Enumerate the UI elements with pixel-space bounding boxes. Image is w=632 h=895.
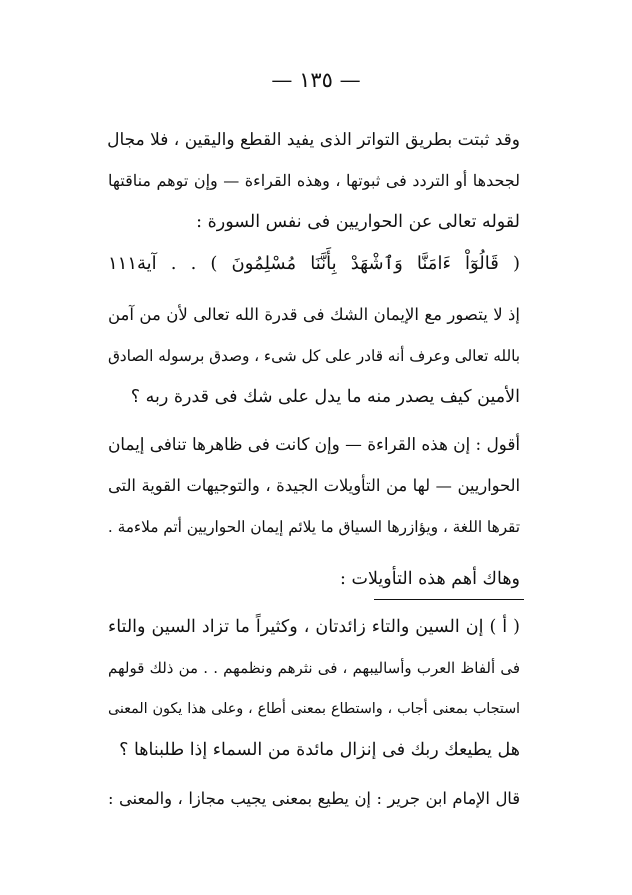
text-line: تقرها اللغة ، ويؤازرها السياق ما يلائم إيمان الحواريين أتم ملاءمة . bbox=[107, 518, 520, 536]
text-line: الأمين كيف يصدر منه ما يدل على شك فى قدرة ربه ؟ bbox=[130, 387, 520, 407]
page-number: — ١٣٥ — bbox=[271, 68, 361, 92]
text-line: لجحدها أو التردد فى ثبوتها ، وهذه القراءة — وإن توهم مناقتها bbox=[108, 171, 521, 190]
section-heading: وهاك أهم هذه التأويلات : bbox=[340, 569, 520, 589]
text-line: ( أ ) إن السين والتاء زائدتان ، وكثيراً ما تزاد السين والتاء bbox=[108, 617, 520, 637]
text-line: قال الإمام ابن جرير : إن يطيع بمعنى يجيب مجازا ، والمعنى : bbox=[108, 789, 520, 808]
text-line: استجاب بمعنى أجاب ، واستطاع بمعنى أطاع ، وعلى هذا يكون المعنى bbox=[108, 701, 520, 717]
text-line: وقد ثبتت بطريق التواتر الذى يفيد القطع واليقين ، فلا مجال bbox=[107, 130, 520, 150]
text-line: إذ لا يتصور مع الإيمان الشك فى قدرة الله تعالى لأن من آمن bbox=[108, 305, 520, 324]
text-line: أقول : إن هذه القراءة — وإن كانت فى ظاهرها تنافى إيمان bbox=[108, 434, 520, 454]
text-line: بالله تعالى وعرف أنه قادر على كل شىء ، وصدق برسوله الصادق bbox=[107, 347, 520, 365]
text-line: لقوله تعالى عن الحواريين فى نفس السورة : bbox=[196, 212, 520, 232]
quran-verse-line: ( قَالُوٓاْ ءَامَنَّا وَٱشْهَدْ بِأَنَّنَا مُسْلِمُونَ ) . . آية١١١ bbox=[108, 253, 520, 274]
text-line: فى ألفاظ العرب وأساليبهم ، فى نثرهم ونظمهم . . من ذلك قولهم bbox=[108, 659, 520, 677]
text-line: الحواريين — لها من التأويلات الجيدة ، والتوجيهات القوية التى bbox=[108, 476, 520, 495]
text-line: هل يطيعك ربك فى إنزال مائدة من السماء إذا طلبناها ؟ bbox=[119, 740, 520, 760]
heading-underline bbox=[374, 599, 524, 600]
